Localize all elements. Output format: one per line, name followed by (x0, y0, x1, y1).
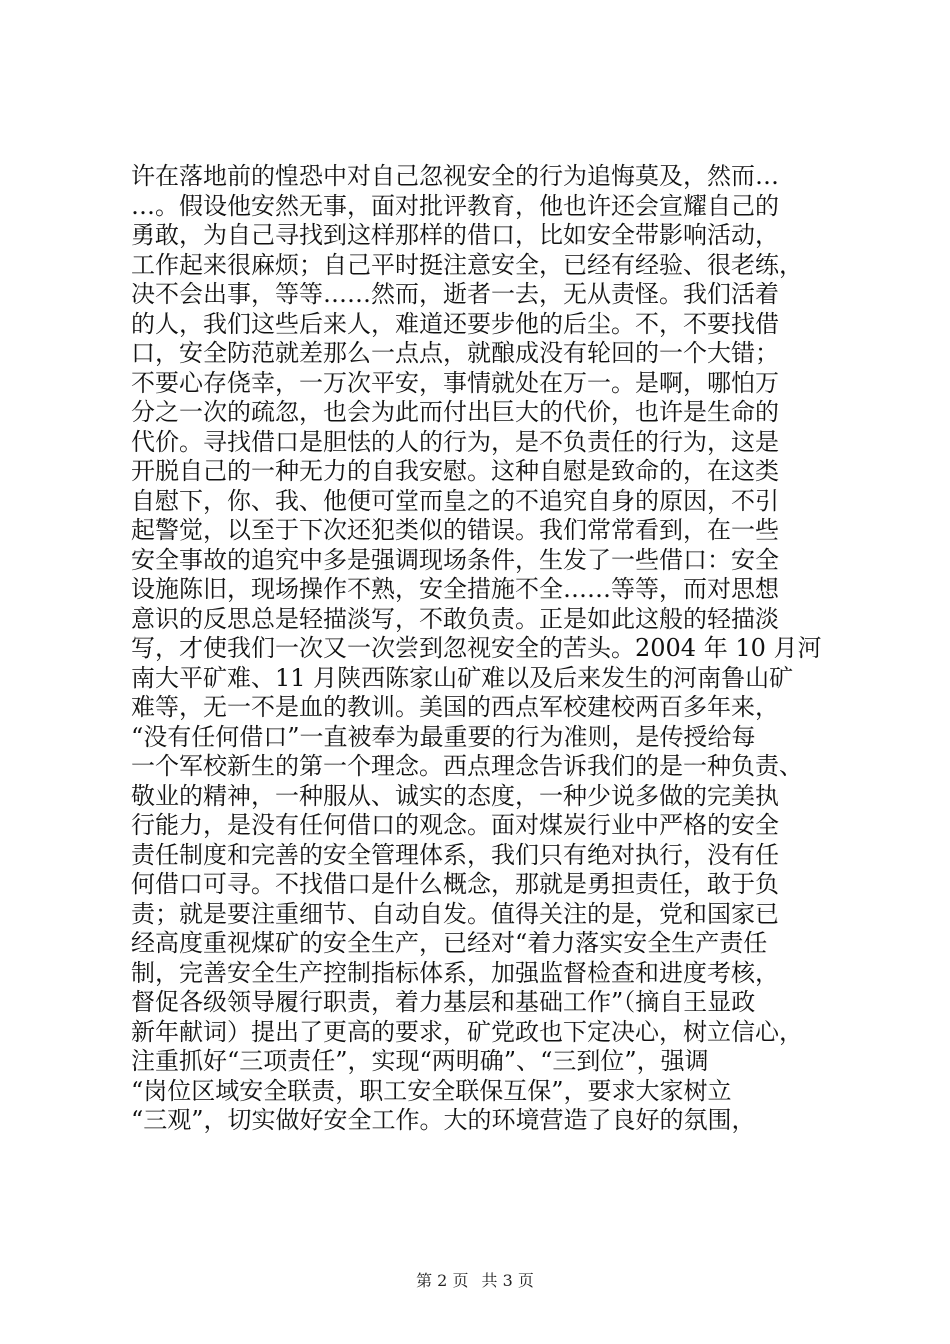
text-line: 自慰下，你、我、他便可堂而皇之的不追究自身的原因，不引 (131, 486, 779, 515)
text-line: 何借口可寻。不找借口是什么概念，那就是勇担责任，敢于负 (131, 870, 779, 898)
text-line: “没有任何借口”一直被奉为最重要的行为准则，是传授给每 (131, 722, 756, 751)
text-line: 的人，我们这些后来人，难道还要步他的后尘。不，不要找借 (131, 309, 779, 338)
text-line: 敬业的精神，一种服从、诚实的态度，一种少说多做的完美执 (131, 781, 779, 810)
text-line: 责任制度和完善的安全管理体系，我们只有绝对执行，没有任 (131, 840, 779, 869)
body-paragraph (131, 162, 831, 1136)
text-line: 起警觉，以至于下次还犯类似的错误。我们常常看到，在一些 (131, 516, 779, 544)
text-line: 意识的反思总是轻描淡写，不敢负责。正是如此这般的轻描淡 (131, 604, 779, 633)
text-line: …。假设他安然无事，面对批评教育，他也许还会宣耀自己的 (131, 191, 779, 220)
text-line: 分之一次的疏忽，也会为此而付出巨大的代价，也许是生命的 (131, 398, 779, 426)
text-line: 新年献词）提出了更高的要求，矿党政也下定决心，树立信心， (131, 1017, 803, 1046)
text-line: 勇敢，为自己寻找到这样那样的借口，比如安全带影响活动， (131, 221, 779, 249)
text-line: 口，安全防范就差那么一点点，就酿成没有轮回的一个大错； (131, 339, 779, 367)
text-line: 行能力，是没有任何借口的观念。面对煤炭行业中严格的安全 (131, 811, 779, 839)
text-line: 写，才使我们一次又一次尝到忽视安全的苦头。2004 年 10 月河 (131, 634, 822, 662)
text-line: 不要心存侥幸，一万次平安，事情就处在万一。是啊，哪怕万 (131, 368, 779, 397)
text-line: 安全事故的追究中多是强调现场条件，生发了一些借口：安全 (131, 545, 779, 574)
text-line: “岗位区域安全联责，职工安全联保互保”，要求大家树立 (131, 1076, 732, 1105)
text-line: 难等，无一不是血的教训。美国的西点军校建校两百多年来， (131, 693, 779, 721)
text-line: 决不会出事，等等……然而，逝者一去，无从责怪。我们活着 (131, 280, 779, 308)
total-pages: 共 3 页 (481, 1271, 534, 1290)
text-line: 开脱自己的一种无力的自我安慰。这种自慰是致命的，在这类 (131, 457, 779, 485)
text-line: 制，完善安全生产控制指标体系，加强监督检查和进度考核， (131, 958, 779, 987)
text-line: “三观”，切实做好安全工作。大的环境营造了良好的氛围， (131, 1106, 756, 1134)
text-line: 工作起来很麻烦；自己平时挺注意安全，已经有经验、很老练， (131, 250, 803, 279)
text-line: 注重抓好“三项责任”，实现“两明确”、“三到位”，强调 (131, 1047, 709, 1075)
text-line: 责；就是要注重细节、自动自发。值得关注的是，党和国家已 (131, 899, 779, 928)
page-footer (0, 1271, 950, 1291)
text-line: 督促各级领导履行职责，着力基层和基础工作”（摘自王显政 (131, 988, 756, 1016)
text-line: 设施陈旧，现场操作不熟，安全措施不全……等等，而对思想 (131, 575, 779, 603)
text-line: 经高度重视煤矿的安全生产，已经对“着力落实安全生产责任 (131, 929, 768, 957)
text-line: 南大平矿难、11 月陕西陈家山矿难以及后来发生的河南鲁山矿 (131, 663, 794, 692)
text-line: 一个军校新生的第一个理念。西点理念告诉我们的是一种负责、 (131, 752, 803, 780)
page-number: 第 2 页 (416, 1271, 469, 1290)
text-line: 代价。寻找借口是胆怯的人的行为，是不负责任的行为，这是 (131, 427, 779, 456)
text-line: 许在落地前的惶恐中对自己忽视安全的行为追悔莫及，然而… (131, 162, 779, 190)
